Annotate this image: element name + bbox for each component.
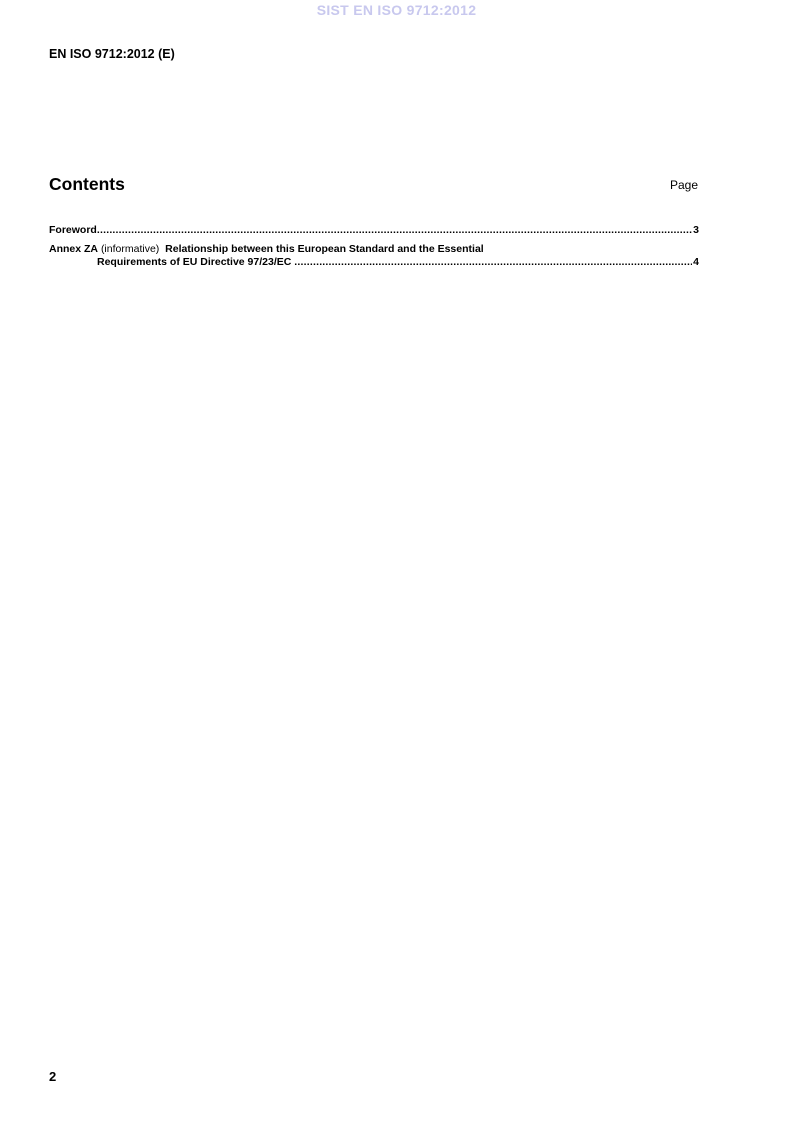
annex-title-line2: Requirements of EU Directive 97/23/EC [97,256,292,268]
annex-title-line1: Relationship between this European Standard and the Essential [165,243,484,255]
footer-page-number: 2 [49,1069,57,1084]
toc-entry-annex-za[interactable] [49,243,699,268]
annex-first-line [49,243,699,255]
table-of-contents [49,224,699,268]
page-column-label: Page [669,178,698,192]
dot-leader [97,224,692,236]
annex-qualifier: (informative) [100,243,160,255]
watermark: SIST EN ISO 9712:2012 [316,2,477,18]
document-id-header: EN ISO 9712:2012 (E) [49,47,175,61]
dot-leader [294,256,692,268]
toc-entry-foreword[interactable] [49,224,699,236]
toc-entry-title: Foreword [49,224,97,236]
annex-label: Annex ZA [49,243,99,255]
toc-entry-page: 3 [693,224,699,236]
annex-second-line [49,256,699,268]
contents-heading: Contents [49,174,125,194]
toc-entry-page: 4 [693,256,699,268]
